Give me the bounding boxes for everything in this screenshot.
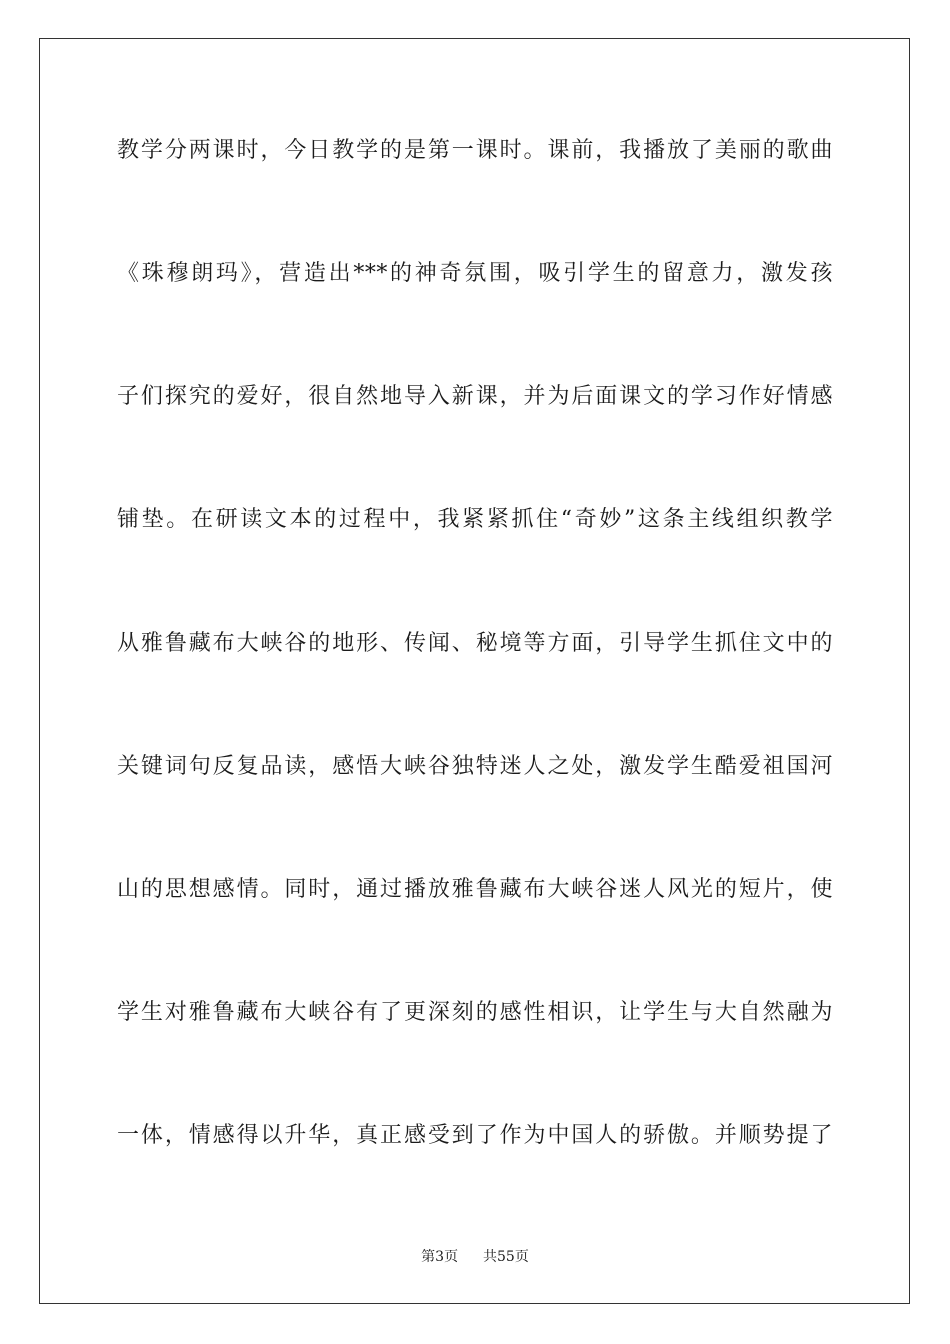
text-line: 山的思想感情。同时，通过播放雅鲁藏布大峡谷迷人风光的短片，使 (117, 877, 833, 902)
text-line: 学生对雅鲁藏布大峡谷有了更深刻的感性相识，让学生与大自然融为 (117, 1000, 833, 1025)
text-line: 《珠穆朗玛》，营造出***的神奇氛围，吸引学生的留意力，激发孩 (117, 261, 833, 286)
text-line: 子们探究的爱好，很自然地导入新课，并为后面课文的学习作好情感 (117, 384, 833, 409)
page-border (39, 38, 910, 1304)
text-line: 从雅鲁藏布大峡谷的地形、传闻、秘境等方面，引导学生抓住文中的 (117, 631, 833, 656)
text-line: 关键词句反复品读，感悟大峡谷独特迷人之处，激发学生酷爱祖国河 (117, 754, 833, 779)
text-line: 铺垫。在研读文本的过程中，我紧紧抓住“奇妙”这条主线组织教学 (117, 507, 833, 532)
text-line: 教学分两课时，今日教学的是第一课时。课前，我播放了美丽的歌曲 (117, 138, 833, 163)
total-pages-label: 共55页 (483, 1249, 529, 1265)
text-line: 一体，情感得以升华，真正感受到了作为中国人的骄傲。并顺势提了 (117, 1123, 833, 1148)
current-page-label: 第3页 (421, 1249, 459, 1265)
page-footer (0, 1248, 950, 1266)
